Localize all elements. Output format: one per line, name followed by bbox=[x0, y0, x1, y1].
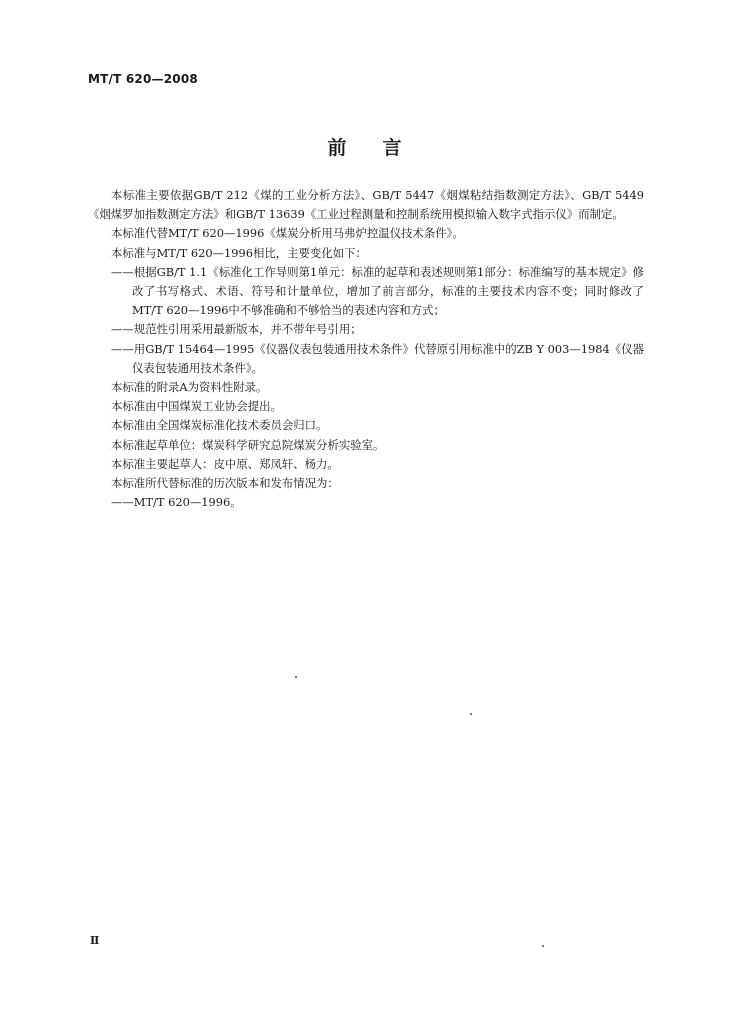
scan-speck bbox=[542, 945, 544, 947]
change-item: ——规范性引用采用最新版本，并不带年号引用； bbox=[111, 322, 362, 337]
change-item: ——用GB/T 15464—1995《仪器仪表包装通用技术条件》代替原引用标准中的ZB Y 003—1984《仪器仪表包装通用技术条件》。 bbox=[111, 341, 644, 375]
paragraph-appendix: 本标准的附录A为资料性附录。 bbox=[111, 380, 268, 395]
paragraph-changes-intro: 本标准与MT/T 620—1996相比，主要变化如下： bbox=[111, 245, 367, 260]
change-item: ——根据GB/T 1.1《标准化工作导则第1单元：标准的起草和表述规则第1部分：标准编写的基本规定》修改了书写格式、术语、符号和计量单位，增加了前言部分，标准的主要技术内容不变；同时修改了MT/T 620—1996中不够准确和不够恰当的表述内容和方式； bbox=[111, 264, 644, 318]
page-number: Ⅱ bbox=[90, 934, 100, 947]
paragraph-committee: 本标准由全国煤炭标准化技术委员会归口。 bbox=[111, 418, 328, 433]
scan-speck bbox=[295, 676, 297, 678]
paragraph-proposer: 本标准由中国煤炭工业协会提出。 bbox=[111, 399, 282, 414]
paragraph-drafting-unit: 本标准起草单位：煤炭科学研究总院煤炭分析实验室。 bbox=[111, 437, 385, 452]
paragraph-replaces: 本标准代替MT/T 620—1996《煤炭分析用马弗炉控温仪技术条件》。 bbox=[111, 226, 464, 241]
history-item: ——MT/T 620—1996。 bbox=[111, 495, 242, 510]
paragraph-drafters: 本标准主要起草人：皮中原、郑凤轩、杨力。 bbox=[111, 456, 339, 471]
scan-speck bbox=[470, 713, 472, 715]
document-code: MT/T 620—2008 bbox=[88, 72, 198, 86]
paragraph-history-intro: 本标准所代替标准的历次版本和发布情况为： bbox=[111, 476, 339, 491]
paragraph-basis: 本标准主要依据GB/T 212《煤的工业分析方法》、GB/T 5447《烟煤粘结指数测定方法》、GB/T 5449《烟煤罗加指数测定方法》和GB/T 13639《工业过程测量和控制系统用模拟输入数字式指示仪》而制定。 bbox=[88, 188, 644, 222]
page-title: 前言 bbox=[327, 137, 438, 159]
document-body bbox=[88, 186, 644, 512]
